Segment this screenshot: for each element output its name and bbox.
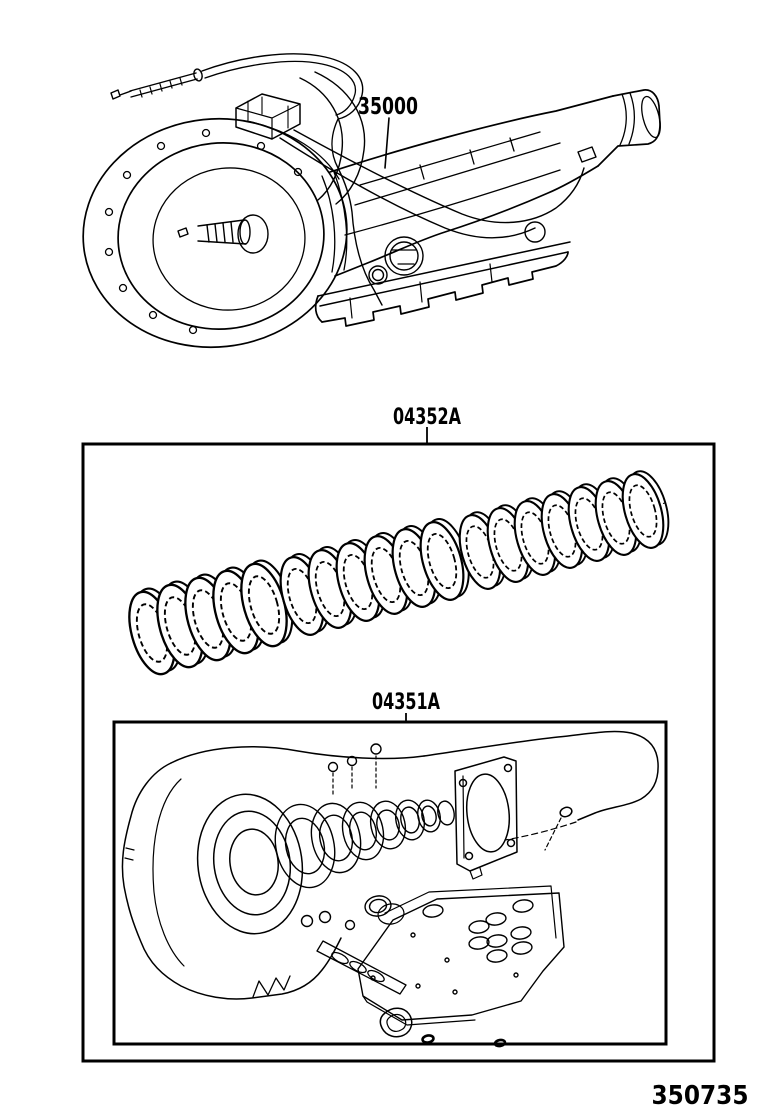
callout-label-kit-lower[interactable]: 04351A xyxy=(372,690,440,715)
oil-pan xyxy=(316,242,570,326)
drawing-number: 350735 xyxy=(651,1081,749,1111)
input-shaft xyxy=(178,215,268,253)
callout-leader-assembly xyxy=(385,118,389,168)
callout-label-kit-upper[interactable]: 04352A xyxy=(393,405,461,430)
callout-label-assembly[interactable]: 35000 xyxy=(358,94,418,120)
gasket-kit-box xyxy=(114,722,666,1044)
seal-ring-row xyxy=(268,798,456,894)
throttle-cable xyxy=(111,54,382,305)
bottom-grommets xyxy=(380,1008,505,1047)
case-bosses xyxy=(369,147,596,284)
clutch-plate-stack-drawing xyxy=(121,467,677,680)
rear-plate-gasket xyxy=(455,757,517,879)
gasket-kit-drawing xyxy=(122,732,658,1047)
valve-body-gasket xyxy=(358,886,564,1025)
small-o-rings-top xyxy=(329,744,382,794)
bell-housing-bolt-holes xyxy=(106,130,302,334)
extension-housing xyxy=(598,90,664,166)
